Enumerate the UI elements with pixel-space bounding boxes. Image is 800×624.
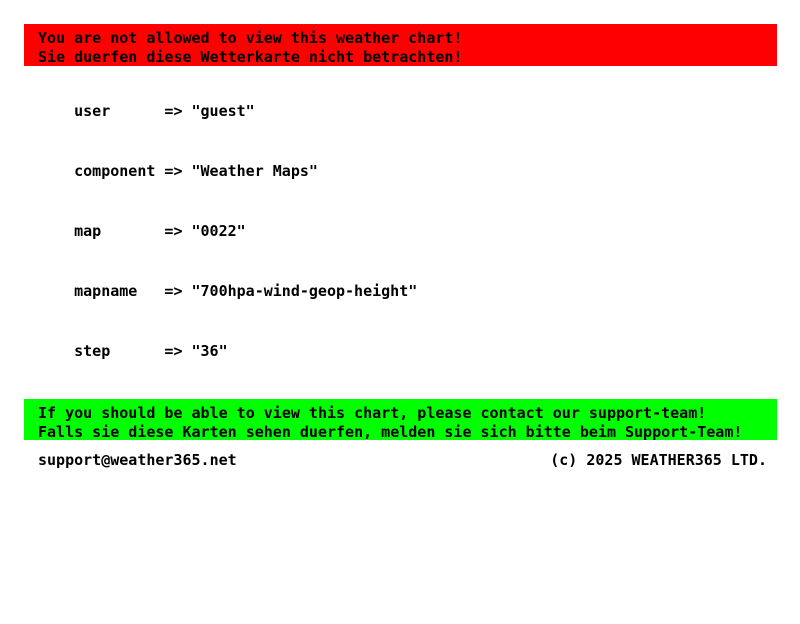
- support-banner: [24, 399, 777, 440]
- detail-key: component: [74, 162, 156, 180]
- arrow-glyph: =>: [164, 282, 183, 300]
- detail-row-user: [38, 81, 800, 141]
- error-banner: [24, 24, 777, 66]
- detail-value: "0022": [191, 222, 246, 240]
- arrow-glyph: =>: [164, 102, 183, 120]
- detail-key: user: [74, 102, 111, 120]
- footer: [38, 450, 767, 470]
- request-details: [38, 81, 800, 381]
- error-banner-line-german: Sie duerfen diese Wetterkarte nicht betrachten!: [38, 48, 463, 66]
- detail-row-step: [38, 321, 800, 381]
- detail-key: map: [74, 222, 102, 240]
- detail-value: "guest": [191, 102, 255, 120]
- error-banner-line-english: You are not allowed to view this weather chart!: [38, 29, 463, 47]
- arrow-glyph: =>: [164, 342, 183, 360]
- detail-value: "Weather Maps": [191, 162, 318, 180]
- arrow-glyph: =>: [164, 162, 183, 180]
- detail-row-map: [38, 201, 800, 261]
- detail-row-component: [38, 141, 800, 201]
- detail-value: "700hpa-wind-geop-height": [191, 282, 418, 300]
- support-banner-line-english: If you should be able to view this chart, please contact our support-team!: [38, 404, 707, 422]
- arrow-glyph: =>: [164, 222, 183, 240]
- support-email: support@weather365.net: [38, 451, 237, 469]
- copyright-notice: (c) 2025 WEATHER365 LTD.: [550, 451, 767, 469]
- support-banner-line-german: Falls sie diese Karten sehen duerfen, melden sie sich bitte beim Support-Team!: [38, 423, 743, 441]
- detail-key: mapname: [74, 282, 138, 300]
- detail-key: step: [74, 342, 111, 360]
- detail-value: "36": [191, 342, 228, 360]
- detail-row-mapname: [38, 261, 800, 321]
- access-denied-page: [0, 24, 800, 624]
